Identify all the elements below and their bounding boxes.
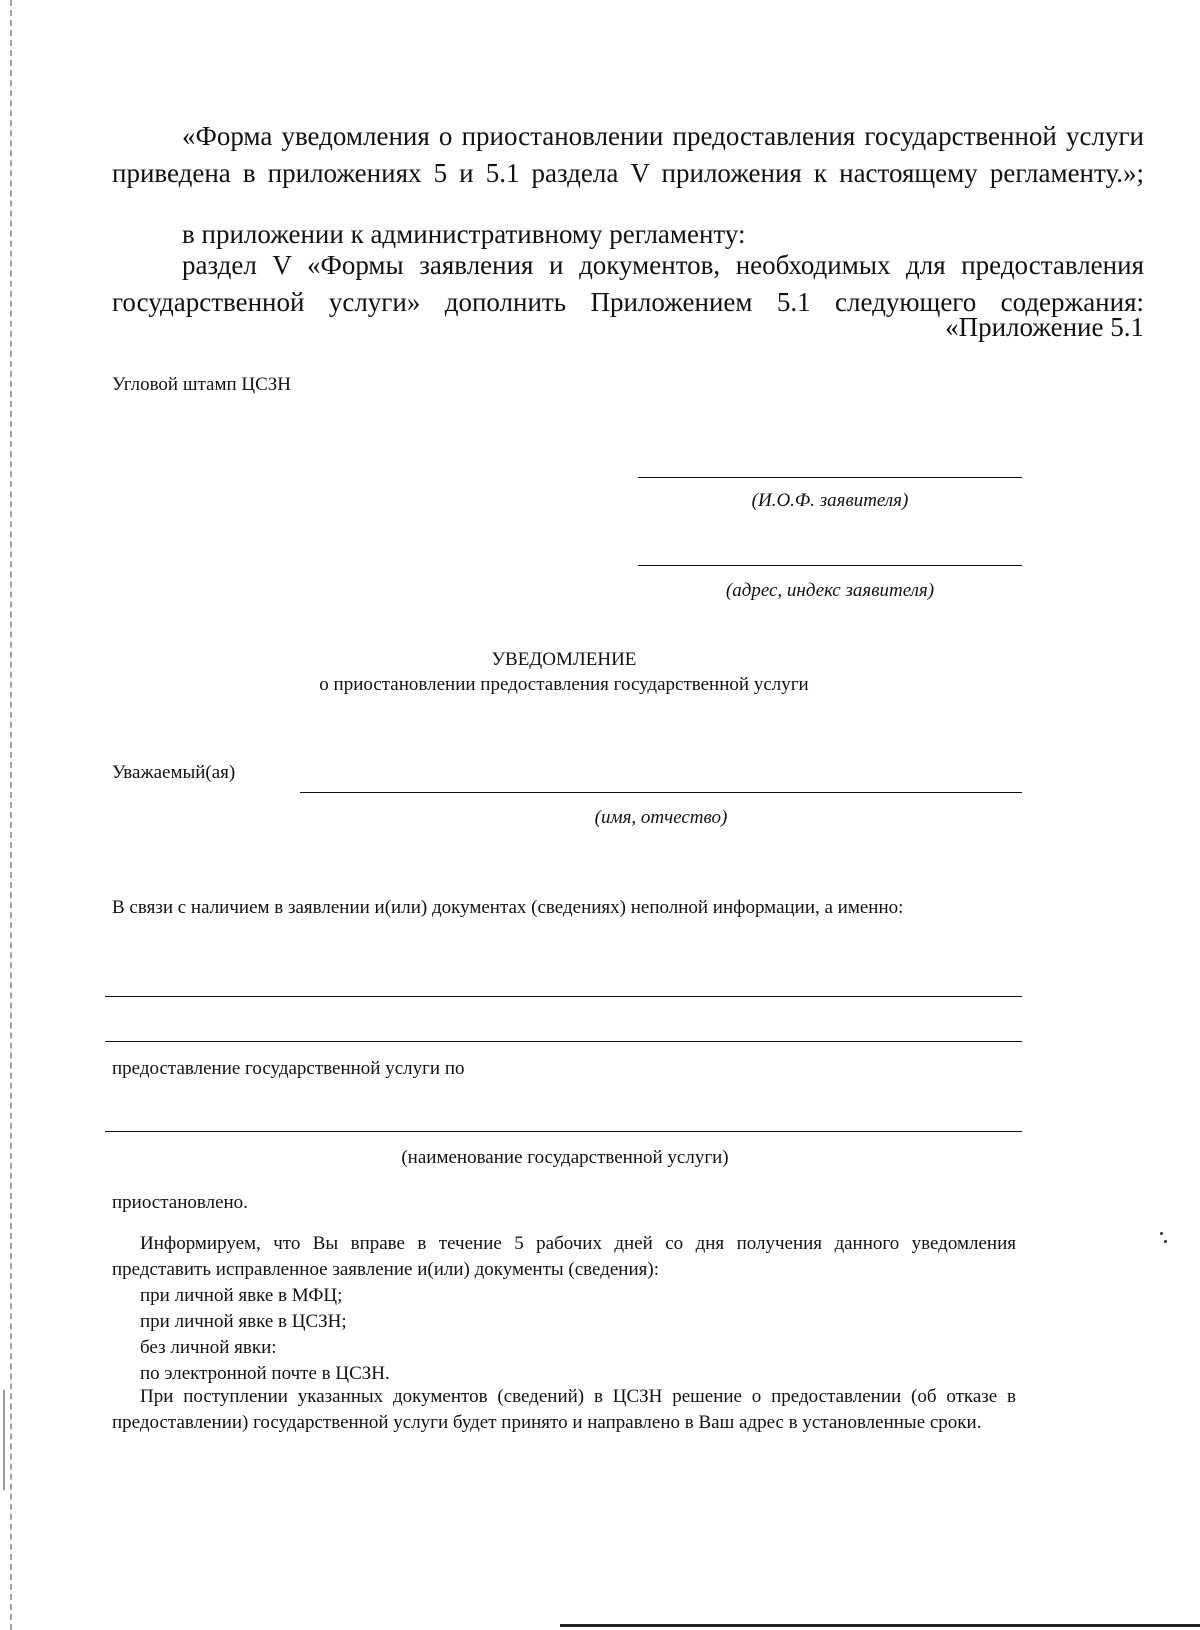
notice-title: УВЕДОМЛЕНИЕ	[491, 649, 637, 670]
scan-bottom-edge	[560, 1624, 1200, 1627]
service-prefix: предоставление государственной услуги по	[112, 1058, 465, 1079]
reason-fill-line-1	[105, 996, 1022, 997]
scan-edge-mark	[10, 0, 12, 1630]
appendix-label: «Приложение 5.1	[945, 312, 1144, 342]
applicant-name-line	[638, 477, 1022, 478]
channel-item: по электронной почте в ЦСЗН.	[140, 1363, 390, 1384]
reason-text: В связи с наличием в заявлении и(или) документах (сведениях) неполной информации, а именно:	[112, 897, 904, 918]
scan-edge-mark	[3, 1390, 5, 1490]
closing-paragraph: При поступлении указанных документов (сведений) в ЦСЗН решение о предоставлении (об отказе в предоставлении) государственной услуги будет принято и направлено в Ваш адрес в установленные сроки.	[112, 1386, 1016, 1433]
channel-item: без личной явки:	[140, 1337, 277, 1358]
scan-speck	[1160, 1232, 1163, 1235]
info-paragraph: Информируем, что Вы вправе в течение 5 рабочих дней со дня получения данного уведомления представить исправленное заявление и(или) документы (сведения):	[112, 1233, 1016, 1280]
notice-subtitle: о приостановлении предоставления государственной услуги	[319, 674, 809, 695]
applicant-name-caption: (И.О.Ф. заявителя)	[751, 490, 909, 511]
intro-annex-line: в приложении к административному регламенту:	[182, 219, 746, 249]
intro-paragraph-1: «Форма уведомления о приостановлении предоставления государственной услуги приведена в приложениях 5 и 5.1 раздела V приложения к настоящему регламенту.»;	[112, 121, 1144, 188]
service-name-line	[105, 1131, 1022, 1132]
applicant-address-line	[638, 565, 1022, 566]
intro-paragraph-2: раздел V «Формы заявления и документов, необходимых для предоставления государственной услуги» дополнить Приложением 5.1 следующего содержания:	[112, 250, 1144, 317]
salutation-label: Уважаемый(ая)	[112, 762, 236, 783]
service-name-caption: (наименование государственной услуги)	[401, 1147, 729, 1168]
channel-item: при личной явке в МФЦ;	[140, 1285, 343, 1306]
corner-stamp-label: Угловой штамп ЦСЗН	[112, 374, 292, 395]
scan-speck	[1164, 1240, 1167, 1243]
applicant-address-caption: (адрес, индекс заявителя)	[725, 580, 935, 601]
recipient-name-caption: (имя, отчество)	[594, 807, 728, 828]
channel-item: при личной явке в ЦСЗН;	[140, 1311, 347, 1332]
suspended-label: приостановлено.	[112, 1192, 248, 1213]
recipient-name-line	[300, 792, 1022, 793]
reason-fill-line-2	[105, 1041, 1022, 1042]
